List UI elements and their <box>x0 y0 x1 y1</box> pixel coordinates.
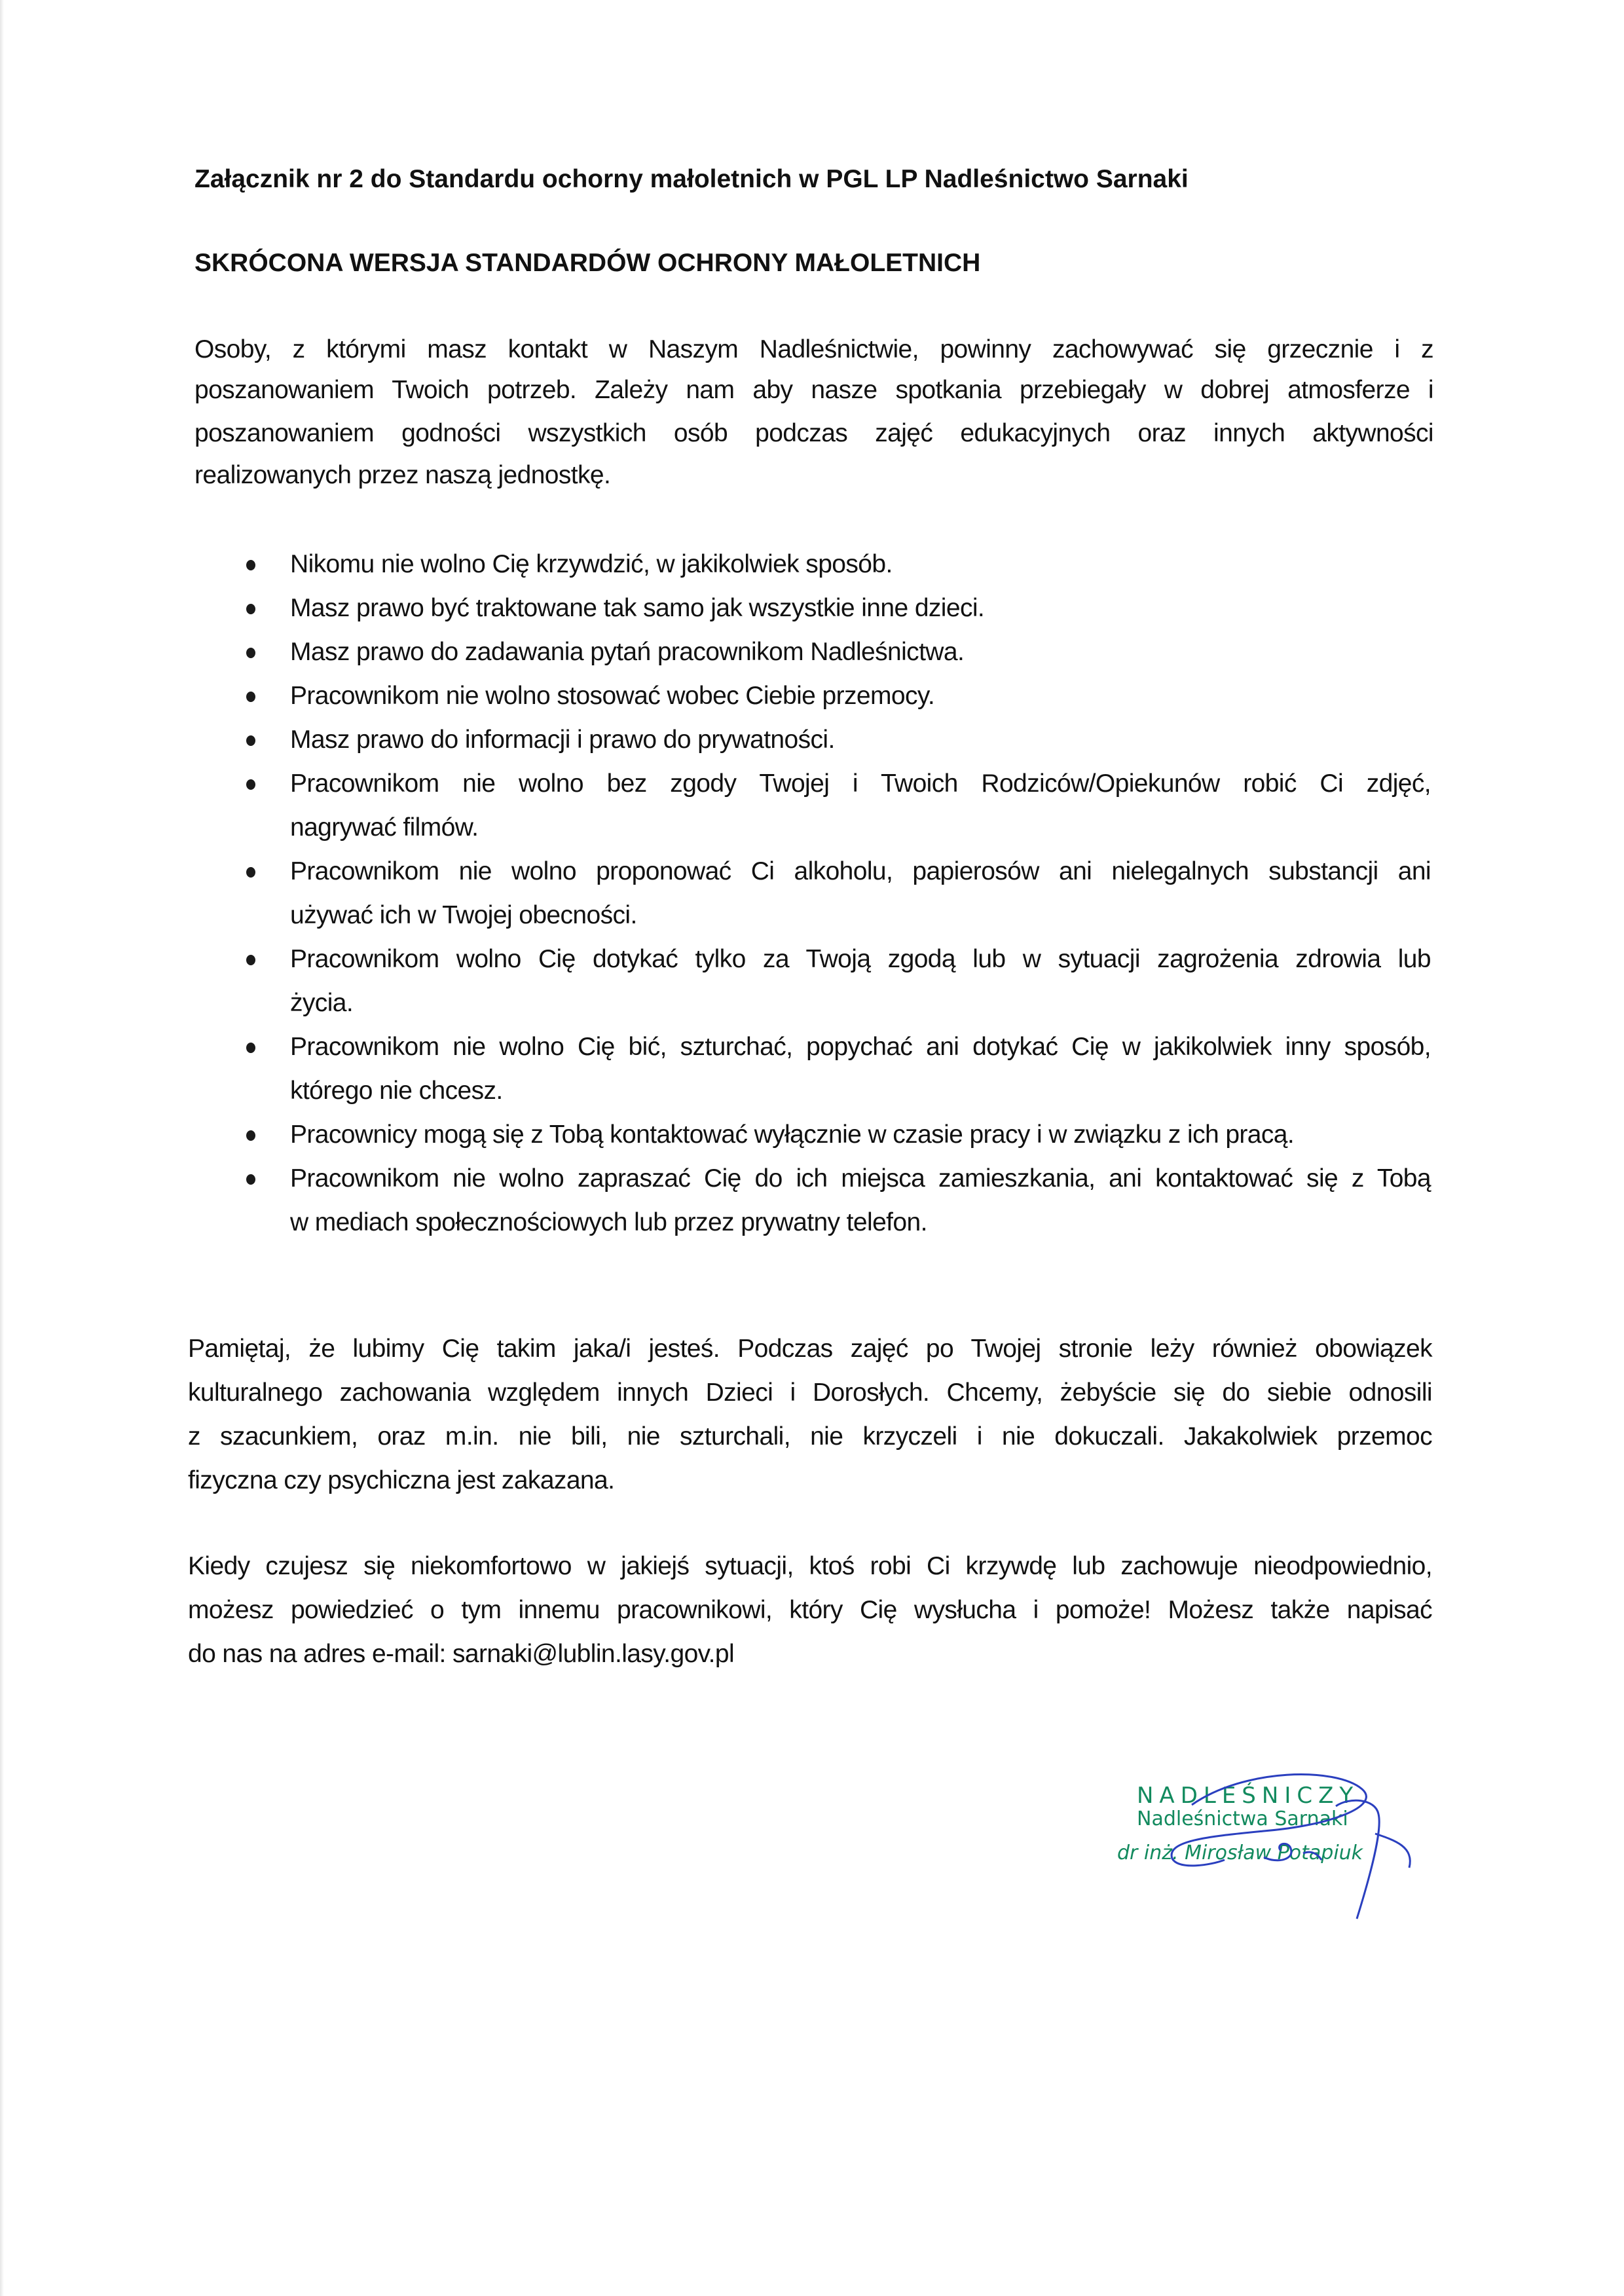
intro-line: poszanowaniem godności wszystkich osób podczas zajęć edukacyjnych oraz innych aktywności <box>194 419 1433 447</box>
bullet-icon <box>246 648 255 658</box>
rule-text-continued: używać ich w Twojej obecności. <box>290 901 637 929</box>
rule-text: Pracownikom nie wolno bez zgody Twojej i Twoich Rodziców/Opiekunów robić Ci zdjęć, <box>290 769 1431 798</box>
signature-stroke <box>1172 1775 1366 1866</box>
scan-page-edge <box>0 0 4 2296</box>
bullet-icon <box>246 867 255 878</box>
stamp-organization: Nadleśnictwa Sarnaki <box>1137 1807 1348 1830</box>
bullet-icon <box>246 1043 255 1053</box>
contact-line: Kiedy czujesz się niekomfortowo w jakiejś sytuacji, ktoś robi Ci krzywdę lub zachowuje nieodpowiednio, <box>188 1552 1432 1580</box>
rule-text: Masz prawo do zadawania pytań pracownikom Nadleśnictwa. <box>290 638 965 666</box>
official-stamp <box>1113 1755 1428 1938</box>
rule-text: Pracownikom nie wolno stosować wobec Ciebie przemocy. <box>290 682 935 710</box>
rule-text-continued: życia. <box>290 989 354 1017</box>
signature-stroke <box>1336 1800 1379 1919</box>
intro-line: Osoby, z którymi masz kontakt w Naszym Nadleśnictwie, powinny zachowywać się grzecznie i z <box>194 335 1433 363</box>
signature-stroke <box>1264 1843 1291 1860</box>
remember-line: kulturalnego zachowania względem innych Dzieci i Dorosłych. Chcemy, żebyście się do siebie odnosili <box>188 1379 1432 1407</box>
intro-line: poszanowaniem Twoich potrzeb. Zależy nam aby nasze spotkania przebiegały w dobrej atmosferze i <box>194 376 1433 404</box>
bullet-icon <box>246 692 255 702</box>
rule-text: Pracownikom nie wolno proponować Ci alkoholu, papierosów ani nielegalnych substancji ani <box>290 857 1431 885</box>
bullet-icon <box>246 779 255 790</box>
remember-line: z szacunkiem, oraz m.in. nie bili, nie szturchali, nie krzyczeli i nie dokuczali. Jakakolwiek przemoc <box>188 1422 1432 1451</box>
rule-text-continued: w mediach społecznościowych lub przez prywatny telefon. <box>290 1208 927 1236</box>
bullet-icon <box>246 735 255 746</box>
signature-stroke <box>1303 1852 1321 1860</box>
intro-line: realizowanych przez naszą jednostkę. <box>194 461 611 489</box>
rule-text: Pracownikom wolno Cię dotykać tylko za Twoją zgodą lub w sytuacji zagrożenia zdrowia lub <box>290 945 1431 973</box>
signature-stroke <box>1375 1834 1410 1868</box>
rule-text-continued: nagrywać filmów. <box>290 813 479 842</box>
rule-text: Masz prawo być traktowane tak samo jak wszystkie inne dzieci. <box>290 594 985 622</box>
handwritten-signature-icon <box>1113 1755 1428 1938</box>
rule-text: Nikomu nie wolno Cię krzywdzić, w jakikolwiek sposób. <box>290 550 893 578</box>
rule-text-continued: którego nie chcesz. <box>290 1077 503 1105</box>
rule-text: Pracownikom nie wolno zapraszać Cię do ich miejsca zamieszkania, ani kontaktować się z Tobą <box>290 1164 1431 1193</box>
bullet-icon <box>246 1130 255 1141</box>
remember-line: fizyczna czy psychiczna jest zakazana. <box>188 1466 615 1494</box>
rule-text: Pracownicy mogą się z Tobą kontaktować wyłącznie w czasie pracy i w związku z ich pracą. <box>290 1120 1295 1149</box>
bullet-icon <box>246 604 255 614</box>
bullet-icon <box>246 955 255 965</box>
main-title: SKRÓCONA WERSJA STANDARDÓW OCHRONY MAŁOLETNICH <box>194 249 981 277</box>
rule-text: Pracownikom nie wolno Cię bić, szturchać, popychać ani dotykać Cię w jakikolwiek inny sposób, <box>290 1033 1431 1061</box>
stamp-signatory-name: dr inż. Mirosław Potapiuk <box>1117 1842 1363 1864</box>
rule-text: Masz prawo do informacji i prawo do prywatności. <box>290 726 835 754</box>
bullet-icon <box>246 560 255 570</box>
remember-line: Pamiętaj, że lubimy Cię takim jaka/i jesteś. Podczas zajęć po Twojej stronie leży również obowiązek <box>188 1335 1432 1363</box>
contact-email-line: do nas na adres e-mail: sarnaki@lublin.lasy.gov.pl <box>188 1640 735 1668</box>
annex-title: Załącznik nr 2 do Standardu ochorny małoletnich w PGL LP Nadleśnictwo Sarnaki <box>194 165 1189 193</box>
contact-line: możesz powiedzieć o tym innemu pracownikowi, który Cię wysłucha i pomoże! Możesz także napisać <box>188 1596 1432 1624</box>
bullet-icon <box>246 1174 255 1185</box>
stamp-title: NADLEŚNICZY <box>1137 1783 1359 1809</box>
